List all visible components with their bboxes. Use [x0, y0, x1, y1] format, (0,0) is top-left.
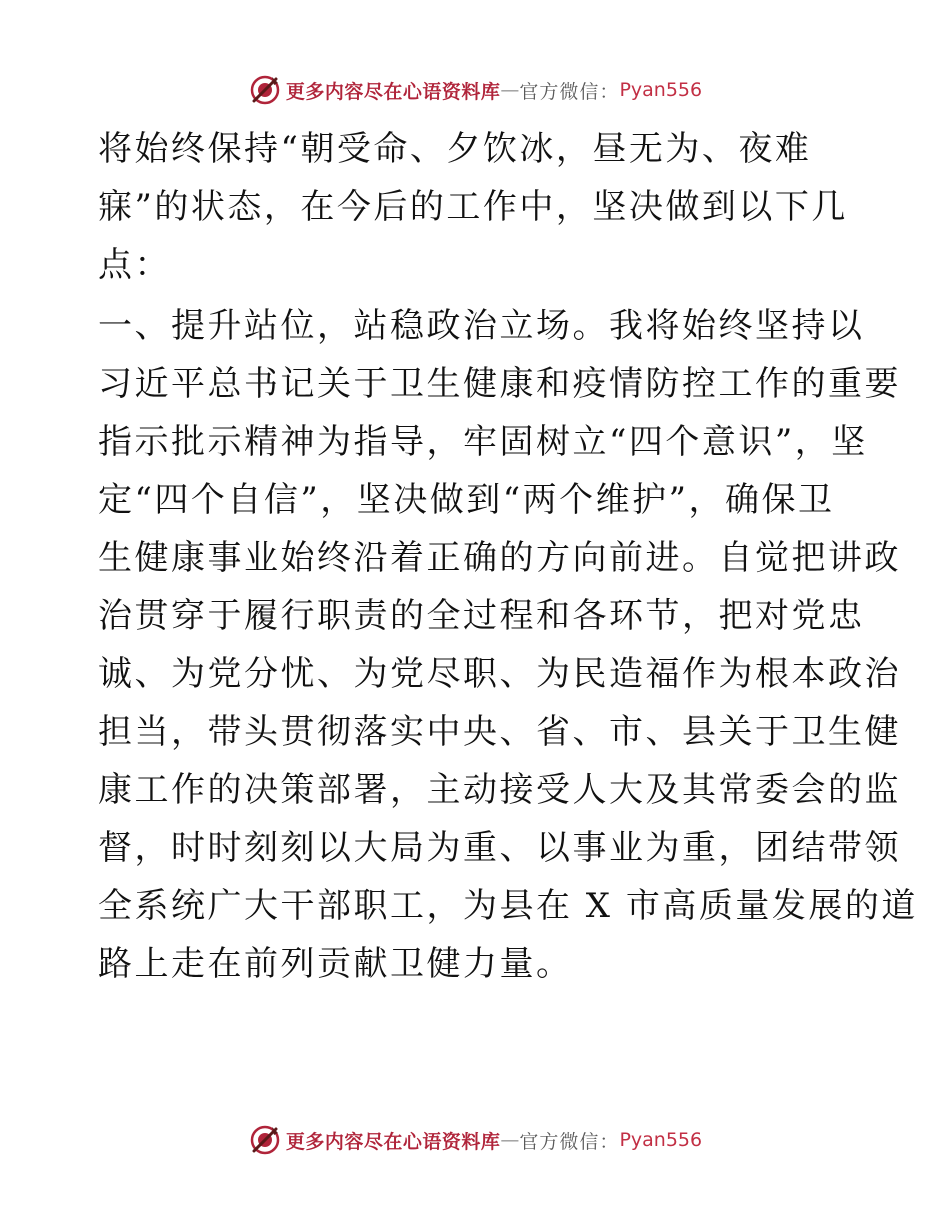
- paragraph: [98, 120, 858, 294]
- text-line: 生健康事业始终沿着正确的方向前进。自觉把讲政: [98, 538, 901, 578]
- text-line: 点：: [98, 245, 171, 285]
- document-body: [98, 120, 918, 993]
- banner-wechat-label: 官方微信：: [519, 80, 620, 103]
- text-line: 寐”的状态，在今后的工作中，坚决做到以下几: [98, 187, 848, 227]
- text-line: 指示批示精神为指导，牢固树立“四个意识”，坚: [98, 422, 868, 462]
- banner-separator: —: [500, 1129, 520, 1151]
- paragraph: [98, 297, 918, 993]
- text-line: 督，时时刻刻以大局为重、以事业为重，团结带领: [98, 828, 901, 868]
- banner-text: 更多内容尽在心语资料库: [285, 80, 501, 103]
- text-line: 将始终保持“朝受命、夕饮冰，昼无为、夜难: [98, 129, 812, 169]
- text-line: 定“四个自信”，坚决做到“两个维护”，确保卫: [98, 480, 835, 520]
- banner-wechat-id: Pyan556: [619, 1129, 703, 1151]
- logo-icon: [248, 73, 282, 107]
- text-line: 全系统广大干部职工，为县在 X 市高质量发展的道: [98, 886, 918, 926]
- text-line: 担当，带头贯彻落实中央、省、市、县关于卫生健: [98, 712, 901, 752]
- text-line: 治贯穿于履行职责的全过程和各环节，把对党忠: [98, 596, 865, 636]
- text-line: 一、提升站位，站稳政治立场。我将始终坚持以: [98, 306, 865, 346]
- logo-icon: [248, 1123, 282, 1157]
- banner-wechat-id: Pyan556: [619, 79, 703, 101]
- banner-wechat-label: 官方微信：: [519, 1130, 620, 1153]
- header-banner: [0, 73, 950, 107]
- text-line: 习近平总书记关于卫生健康和疫情防控工作的重要: [98, 364, 901, 404]
- text-line: 诚、为党分忧、为党尽职、为民造福作为根本政治: [98, 654, 901, 694]
- text-line: 康工作的决策部署，主动接受人大及其常委会的监: [98, 770, 901, 810]
- banner-separator: —: [500, 79, 520, 101]
- text-line: 路上走在前列贡献卫健力量。: [98, 944, 573, 984]
- banner-text: 更多内容尽在心语资料库: [285, 1130, 501, 1153]
- footer-banner: [0, 1123, 950, 1157]
